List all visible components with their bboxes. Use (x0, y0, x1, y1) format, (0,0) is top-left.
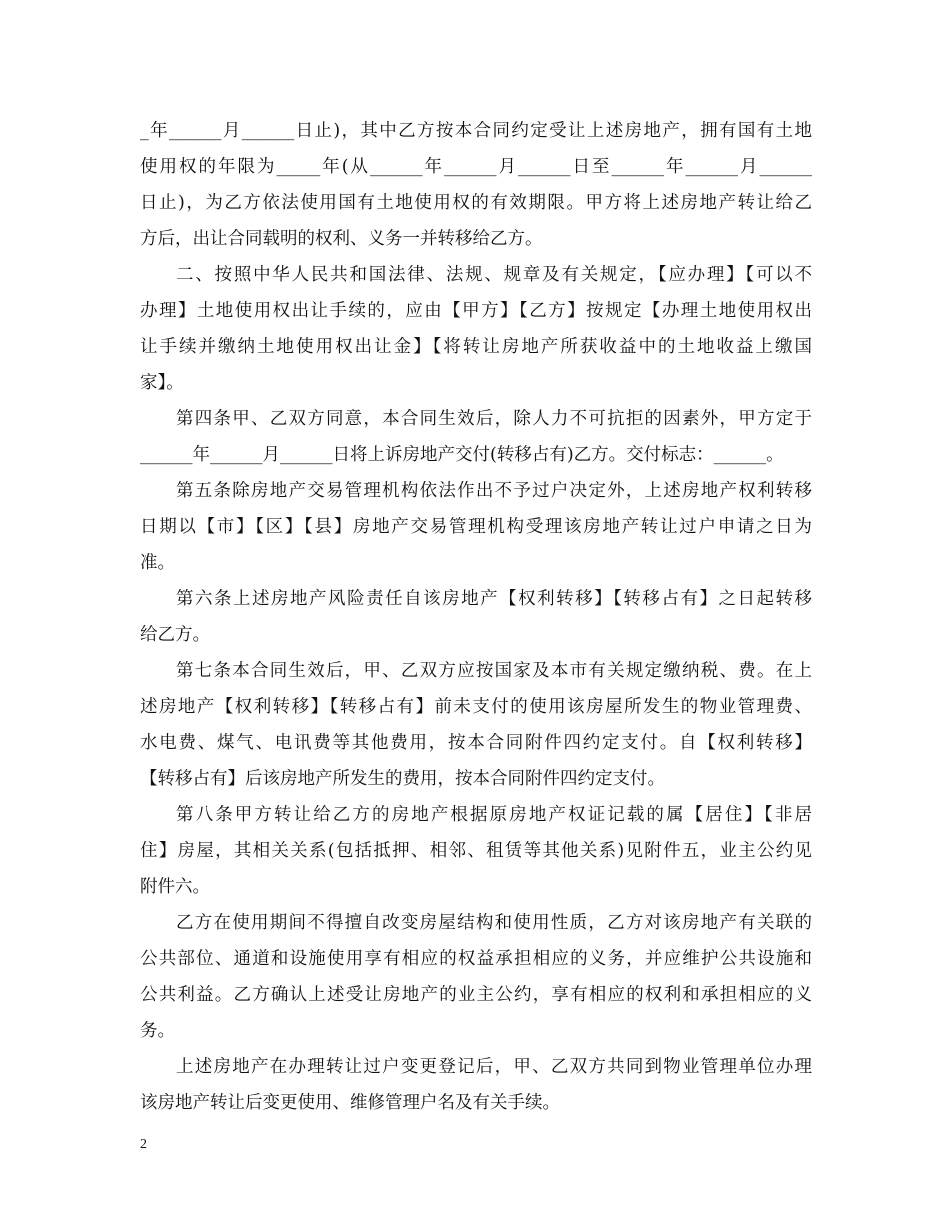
text-line: 务。 (140, 1021, 175, 1041)
text-line: 第八条甲方转让给乙方的房地产根据原房地产权证记载的属【居住】【非居 (176, 805, 812, 825)
text-line: 附件六。 (140, 877, 210, 897)
text-line: _年______月______日止)，其中乙方按本合同约定受让上述房地产，拥有国有土地 (140, 121, 812, 141)
text-line: 该房地产转让后变更使用、维修管理户名及有关手续。 (140, 1093, 560, 1113)
text-line: 办理】土地使用权出让手续的，应由【甲方】【乙方】按规定【办理土地使用权出 (140, 301, 812, 321)
text-line: 【转移占有】后该房地产所发生的费用，按本合同附件四约定支付。 (140, 769, 665, 789)
text-line: 日止)，为乙方依法使用国有土地使用权的有效期限。甲方将上述房地产转让给乙 (140, 193, 812, 213)
text-line: 公共部位、通道和设施使用享有相应的权益承担相应的义务，并应维护公共设施和 (140, 949, 812, 969)
text-line: 水电费、煤气、电讯费等其他费用，按本合同附件四约定支付。自【权利转移】 (140, 733, 812, 753)
text-line: 准。 (140, 553, 175, 573)
text-line: ______年______月______日将上诉房地产交付(转移占有)乙方。交付标志：______。 (140, 445, 784, 465)
document-body (140, 116, 812, 1124)
text-line: 日期以【市】【区】【县】房地产交易管理机构受理该房地产转让过户申请之日为 (140, 517, 812, 537)
text-line: 上述房地产在办理转让过户变更登记后，甲、乙双方共同到物业管理单位办理 (176, 1057, 812, 1077)
text-line: 住】房屋，其相关关系(包括抵押、相邻、租赁等其他关系)见附件五，业主公约见 (140, 841, 812, 861)
text-line: 公共利益。乙方确认上述受让房地产的业主公约，享有相应的权利和承担相应的义 (140, 985, 812, 1005)
text-line: 第六条上述房地产风险责任自该房地产【权利转移】【转移占有】之日起转移 (176, 589, 812, 609)
text-line: 述房地产【权利转移】【转移占有】前未支付的使用该房屋所发生的物业管理费、 (140, 697, 812, 717)
text-line: 使用权的年限为_____年(从______年______月______日至______年______月______ (140, 157, 812, 177)
text-line: 乙方在使用期间不得擅自改变房屋结构和使用性质，乙方对该房地产有关联的 (176, 913, 812, 933)
text-line: 第五条除房地产交易管理机构依法作出不予过户决定外，上述房地产权利转移 (176, 481, 812, 501)
text-line: 二、按照中华人民共和国法律、法规、规章及有关规定，【应办理】【可以不 (176, 265, 812, 285)
text-line: 让手续并缴纳土地使用权出让金】【将转让房地产所获收益中的土地收益上缴国 (140, 337, 812, 357)
page-number: 2 (140, 1137, 147, 1152)
text-line: 给乙方。 (140, 625, 210, 645)
text-line: 方后，出让合同载明的权利、义务一并转移给乙方。 (140, 229, 543, 249)
text-line: 第七条本合同生效后，甲、乙双方应按国家及本市有关规定缴纳税、费。在上 (176, 661, 812, 681)
text-line: 家】。 (140, 373, 184, 393)
text-line: 第四条甲、乙双方同意，本合同生效后，除人力不可抗拒的因素外，甲方定于 (176, 409, 812, 429)
